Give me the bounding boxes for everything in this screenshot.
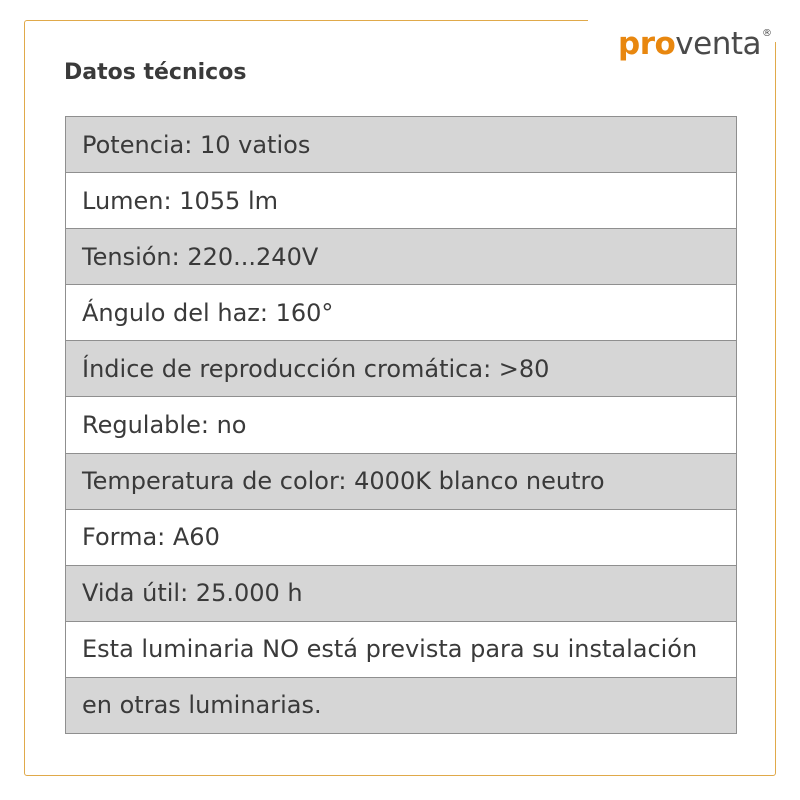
- registered-mark: ®: [762, 28, 772, 39]
- specs-table: [65, 116, 737, 734]
- spec-row-power: Potencia: 10 vatios: [65, 117, 737, 173]
- spec-row-dimmable: Regulable: no: [65, 397, 737, 453]
- spec-row-beam-angle: Ángulo del haz: 160°: [65, 285, 737, 341]
- brand-logo-venta: venta: [675, 26, 761, 62]
- section-title: Datos técnicos: [64, 60, 247, 85]
- spec-row-lumen: Lumen: 1055 lm: [65, 173, 737, 229]
- spec-row-color-temp: Temperatura de color: 4000K blanco neutro: [65, 454, 737, 510]
- spec-row-note-line1: Esta luminaria NO está prevista para su instalación: [65, 622, 737, 678]
- spec-row-note-line2: en otras luminarias.: [65, 678, 737, 734]
- spec-row-lifetime: Vida útil: 25.000 h: [65, 566, 737, 622]
- brand-logo-pro: pro: [618, 26, 676, 62]
- spec-row-cri: Índice de reproducción cromática: >80: [65, 341, 737, 397]
- brand-logo: [618, 14, 772, 64]
- spec-row-shape: Forma: A60: [65, 510, 737, 566]
- spec-row-voltage: Tensión: 220...240V: [65, 229, 737, 285]
